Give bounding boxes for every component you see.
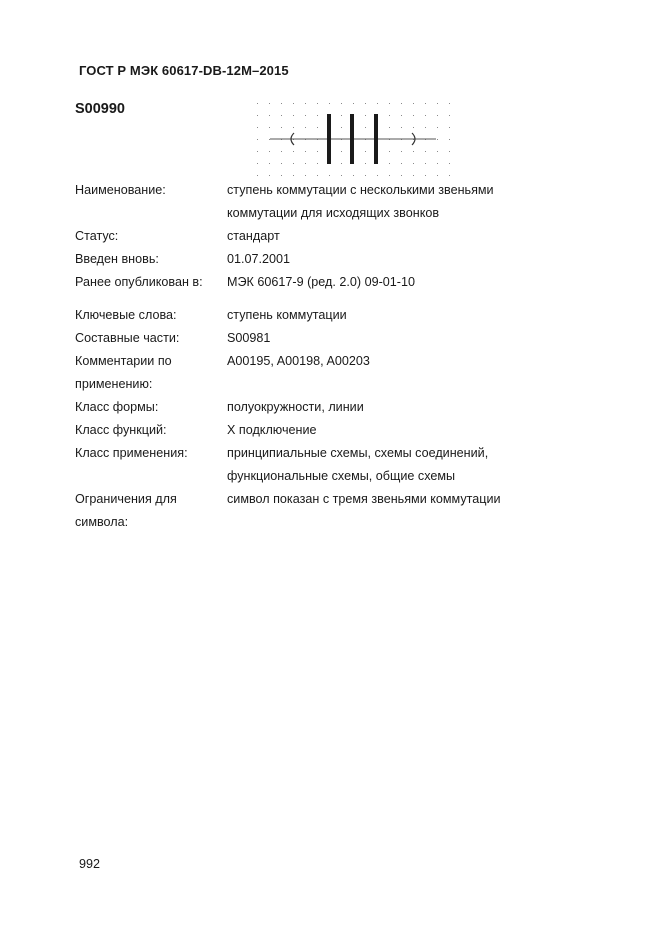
property-value: МЭК 60617-9 (ред. 2.0) 09-01-10 xyxy=(227,275,415,289)
property-row-previously-published xyxy=(75,271,555,294)
section-gap xyxy=(75,294,555,304)
document-standard-header: ГОСТ Р МЭК 60617-DB-12M–2015 xyxy=(79,63,289,78)
switching-link-bar-1 xyxy=(327,114,331,164)
property-label: Наименование: xyxy=(75,183,166,197)
property-value: S00981 xyxy=(227,331,271,345)
page-number: 992 xyxy=(79,857,101,871)
property-label: Введен вновь: xyxy=(75,252,159,266)
property-row-shape-class xyxy=(75,396,555,419)
property-value: ступень коммутации с несколькими звеньями коммутации для исходящих звонков xyxy=(227,183,494,220)
property-label: Класс применения: xyxy=(75,446,188,460)
property-label: Ограничения для символа: xyxy=(75,492,177,529)
switching-link-bar-2 xyxy=(350,114,354,164)
property-label: Ранее опубликован в: xyxy=(75,275,203,289)
property-value: X подключение xyxy=(227,423,317,437)
property-label: Статус: xyxy=(75,229,119,243)
symbol-properties xyxy=(75,179,555,534)
property-value: ступень коммутации xyxy=(227,308,347,322)
property-value: принципиальные схемы, схемы соединений, функциональные схемы, общие схемы xyxy=(227,446,489,483)
property-value: стандарт xyxy=(227,229,280,243)
switching-link-bar-3 xyxy=(374,114,378,164)
property-row-application-notes xyxy=(75,350,555,396)
property-row-symbol-restrictions xyxy=(75,488,555,534)
property-row-introduced xyxy=(75,248,555,271)
property-label: Класс формы: xyxy=(75,400,159,414)
property-label: Ключевые слова: xyxy=(75,308,177,322)
property-row-status xyxy=(75,225,555,248)
property-value: 01.07.2001 xyxy=(227,252,291,266)
switching-stage-symbol-icon xyxy=(250,98,460,180)
property-row-keywords xyxy=(75,304,555,327)
switching-stage-symbol-figure xyxy=(250,98,460,180)
property-row-name xyxy=(75,179,555,225)
property-row-application-class xyxy=(75,442,555,488)
property-row-function-class xyxy=(75,419,555,442)
symbol-code: S00990 xyxy=(75,101,125,117)
property-value: полуокружности, линии xyxy=(227,400,364,414)
property-value: A00195, A00198, A00203 xyxy=(227,354,370,368)
property-label: Класс функций: xyxy=(75,423,167,437)
property-value: символ показан с тремя звеньями коммутации xyxy=(227,492,501,506)
property-row-components xyxy=(75,327,555,350)
property-label: Комментарии по применению: xyxy=(75,354,172,391)
property-label: Составные части: xyxy=(75,331,180,345)
dot-grid xyxy=(255,102,455,178)
